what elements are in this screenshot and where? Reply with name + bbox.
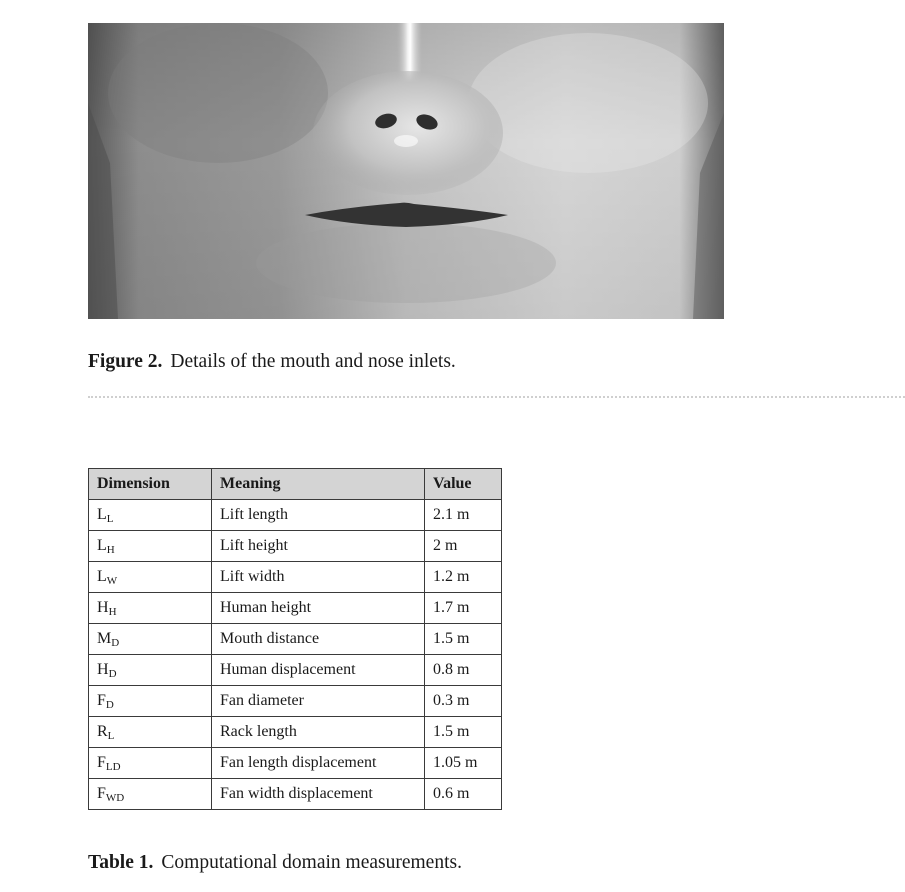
- dimension-cell: $L_H$: [89, 531, 212, 562]
- meaning-cell: Human height: [212, 593, 425, 624]
- figure-label: Figure 2.: [88, 351, 163, 372]
- meaning-cell: Lift length: [212, 500, 425, 531]
- table-caption: [88, 851, 462, 875]
- table-row: [89, 593, 502, 624]
- table-row: [89, 531, 502, 562]
- table-row: [89, 624, 502, 655]
- dimension-cell: $H_D$: [89, 655, 212, 686]
- table-row: [89, 717, 502, 748]
- table-row: [89, 500, 502, 531]
- value-cell: 1.05 m: [425, 748, 502, 779]
- value-cell: 0.6 m: [425, 779, 502, 810]
- table-header-row: [89, 469, 502, 500]
- meaning-cell: Fan width displacement: [212, 779, 425, 810]
- value-cell: 1.5 m: [425, 717, 502, 748]
- meaning-cell: Lift width: [212, 562, 425, 593]
- section-divider: [88, 396, 905, 398]
- table-body: [89, 500, 502, 810]
- figure-caption-text: Details of the mouth and nose inlets.: [170, 351, 456, 372]
- table-row: [89, 779, 502, 810]
- dimension-cell: $F_D$: [89, 686, 212, 717]
- meaning-cell: Lift height: [212, 531, 425, 562]
- measurements-table: [88, 468, 502, 810]
- dimension-cell: $H_H$: [89, 593, 212, 624]
- value-cell: 1.5 m: [425, 624, 502, 655]
- value-cell: 1.7 m: [425, 593, 502, 624]
- value-cell: 0.3 m: [425, 686, 502, 717]
- table-label: Table 1.: [88, 852, 154, 873]
- dimension-cell: $F_{LD}$: [89, 748, 212, 779]
- header-meaning: Meaning: [212, 469, 425, 500]
- figure-image: [88, 23, 724, 319]
- value-cell: 2.1 m: [425, 500, 502, 531]
- dimension-cell: $L_W$: [89, 562, 212, 593]
- table-row: [89, 748, 502, 779]
- header-dimension: Dimension: [89, 469, 212, 500]
- table-row: [89, 562, 502, 593]
- figure-caption: [88, 350, 456, 374]
- dimension-cell: $M_D$: [89, 624, 212, 655]
- meaning-cell: Fan length displacement: [212, 748, 425, 779]
- meaning-cell: Human displacement: [212, 655, 425, 686]
- header-value: Value: [425, 469, 502, 500]
- value-cell: 0.8 m: [425, 655, 502, 686]
- dimension-cell: $R_L$: [89, 717, 212, 748]
- table-row: [89, 686, 502, 717]
- value-cell: 2 m: [425, 531, 502, 562]
- meaning-cell: Rack length: [212, 717, 425, 748]
- table-caption-text: Computational domain measurements.: [161, 852, 462, 873]
- value-cell: 1.2 m: [425, 562, 502, 593]
- table-row: [89, 655, 502, 686]
- meaning-cell: Mouth distance: [212, 624, 425, 655]
- meaning-cell: Fan diameter: [212, 686, 425, 717]
- dimension-cell: $L_L$: [89, 500, 212, 531]
- dimension-cell: $F_{WD}$: [89, 779, 212, 810]
